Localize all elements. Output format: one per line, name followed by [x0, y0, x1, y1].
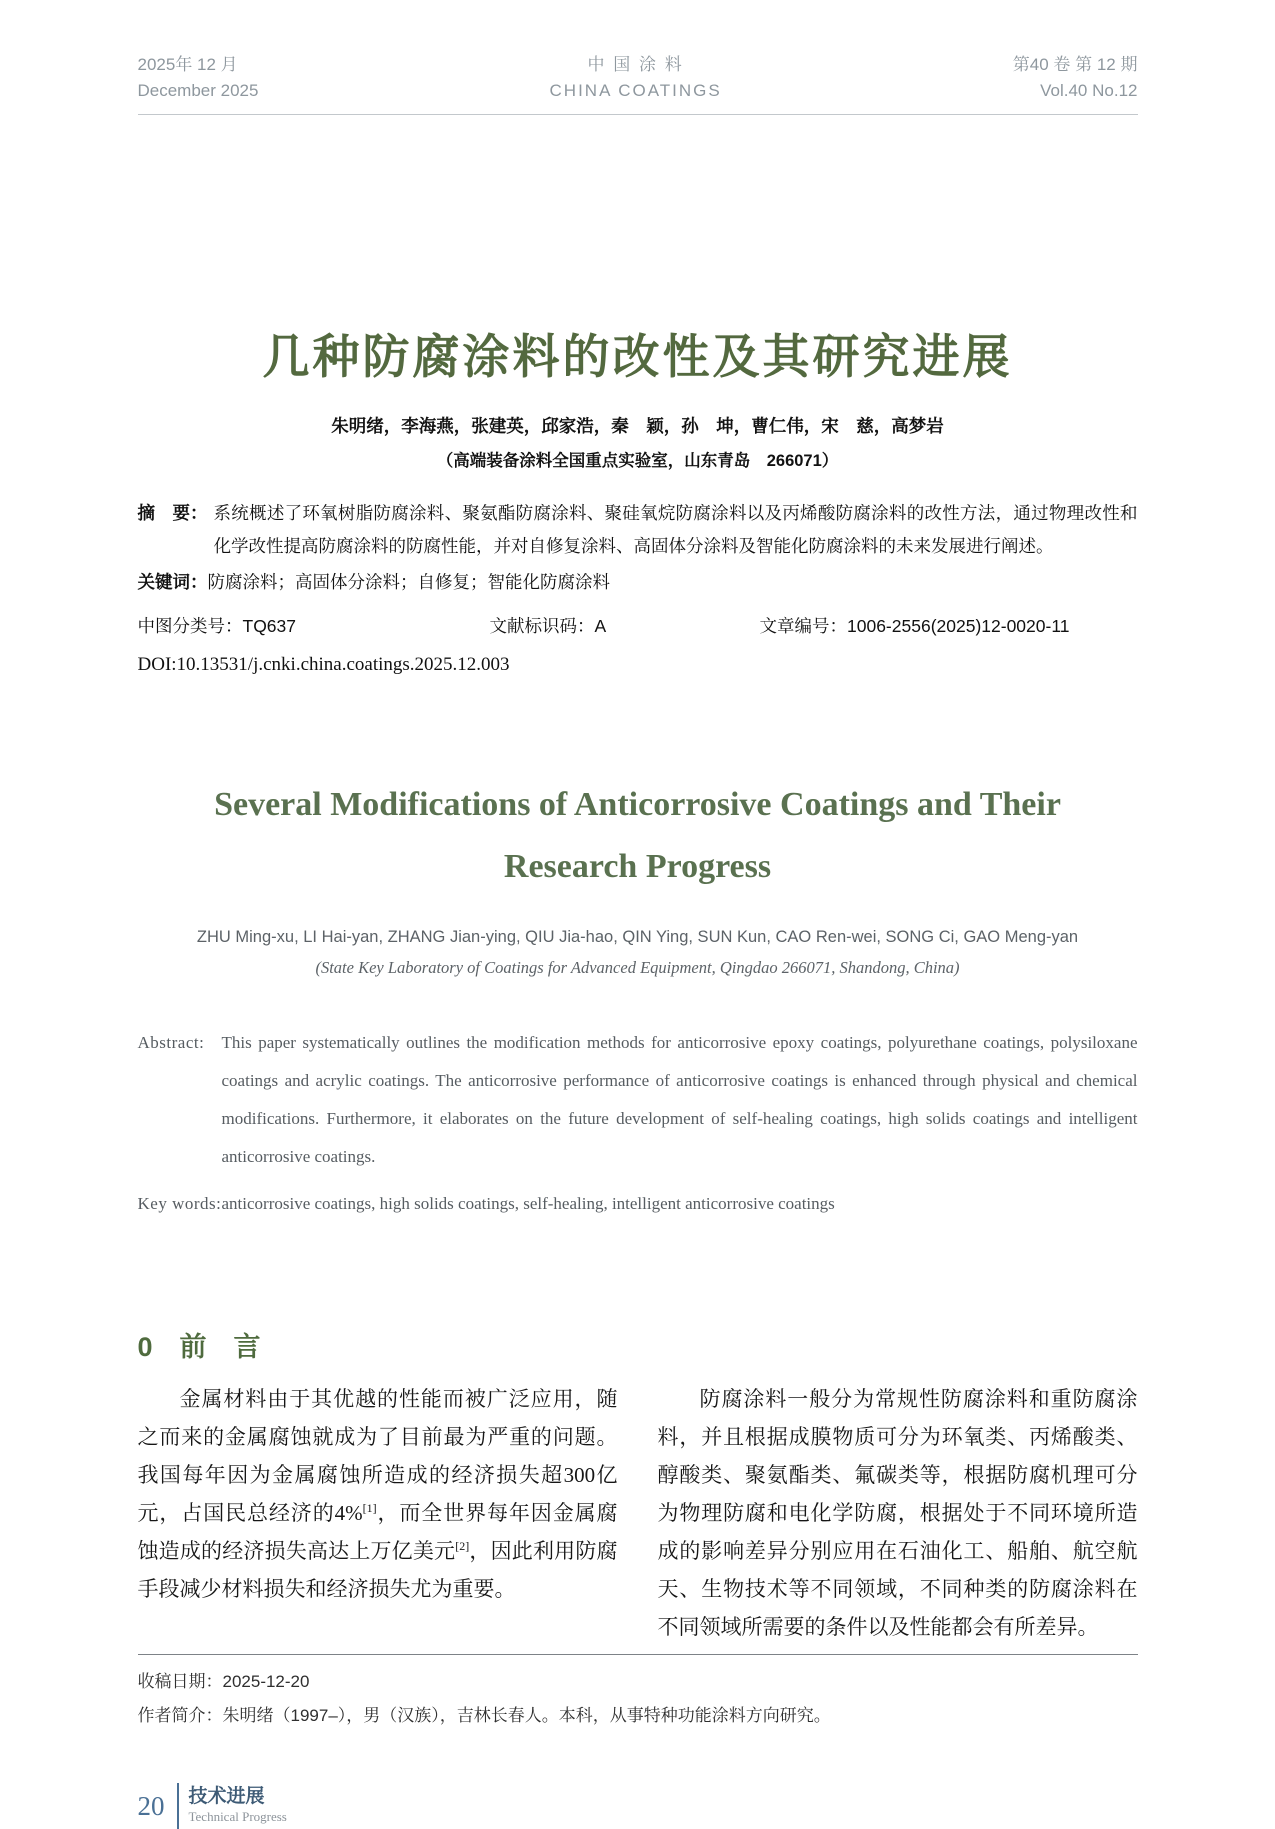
abstract-cn [138, 497, 1138, 563]
footer-column-name [179, 1786, 287, 1826]
author-bio: 作者简介：朱明绪（1997–），男（汉族），吉林长春人。本科，从事特种功能涂料方向研究。 [137, 1706, 831, 1725]
abstract-cn-label: 摘 要： [137, 503, 208, 523]
paper-page [138, 0, 1138, 1829]
abstract-en [138, 1024, 1138, 1176]
keywords-en-text: anticorrosive coatings, high solids coatings, self-healing, intelligent anticorrosive coatings [221, 1194, 835, 1213]
article-title-en [138, 774, 1138, 898]
keywords-en-label: Key words: [137, 1194, 222, 1213]
header-issue-en: Vol.40 No.12 [1040, 81, 1138, 100]
body-column-left [138, 1380, 618, 1646]
keywords-cn-label: 关键词： [137, 572, 208, 592]
intro-paragraph-left [138, 1380, 618, 1608]
citation-ref-2: [2] [455, 1539, 470, 1553]
article-title-cn: 几种防腐涂料的改性及其研究进展 [262, 330, 1013, 383]
affiliation-en: (State Key Laboratory of Coatings for Advanced Equipment, Qingdao 266071, Shandong, China) [315, 958, 960, 977]
received-date: 收稿日期：2025-12-20 [137, 1672, 310, 1691]
header-journal-en: CHINA COATINGS [549, 81, 722, 100]
journal-header [138, 52, 1138, 115]
section-heading-intro: 0 前 言 [137, 1332, 261, 1362]
article-title-en-line1: Several Modifications of Anticorrosive Coatings and Their [214, 786, 1061, 823]
keywords-cn [138, 566, 1138, 599]
footer-column-cn: 技术进展 [188, 1786, 265, 1807]
footer-column-en: Technical Progress [188, 1809, 287, 1824]
page-footer [138, 1783, 1138, 1829]
keywords-cn-text: 防腐涂料；高固体分涂料；自修复；智能化防腐涂料 [207, 572, 610, 592]
doi: DOI:10.13531/j.cnki.china.coatings.2025.12.003 [137, 654, 510, 675]
header-journal-cn: 中 国 涂 料 [587, 55, 684, 74]
header-date-en: December 2025 [137, 81, 259, 100]
authors-cn: 朱明绪，李海燕，张建英，邱家浩，秦 颖，孙 坤，曹仁伟，宋 慈，高梦岩 [331, 416, 944, 436]
intro-paragraph-right: 防腐涂料一般分为常规性防腐涂料和重防腐涂料，并且根据成膜物质可分为环氧类、丙烯酸类、醇酸类、聚氨酯类、氟碳类等，根据防腐机理可分为物理防腐和电化学防腐，根据处于不同环境所造成的影响差异分别应用在石油化工、船舶、航空航天、生物技术等不同领域，不同种类的防腐涂料在不同领域所需要的条件以及性能都会有所差异。 [657, 1387, 1138, 1639]
header-issue [1013, 52, 1138, 104]
intro-left-part3: ，因此利用防腐手段减少材料损失和经济损失尤为重要。 [137, 1539, 618, 1601]
article-title-en-line2: Research Progress [503, 848, 772, 885]
keywords-en [138, 1185, 1138, 1223]
body-column-right [658, 1380, 1138, 1646]
header-date [138, 52, 259, 104]
abstract-en-label: Abstract: [137, 1033, 205, 1052]
meta-doc-code: 文献标识码：A [489, 616, 607, 636]
abstract-cn-text: 系统概述了环氧树脂防腐涂料、聚氨酯防腐涂料、聚硅氧烷防腐涂料以及丙烯酸防腐涂料的改性方法，通过物理改性和化学改性提高防腐涂料的防腐性能，并对自修复涂料、高固体分涂料及智能化防腐涂料的未来发展进行阐述。 [213, 503, 1138, 556]
body-columns [138, 1380, 1138, 1646]
page-number: 20 [137, 1790, 165, 1821]
affiliation-cn: （高端装备涂料全国重点实验室，山东青岛 266071） [436, 452, 839, 470]
meta-row [138, 613, 1138, 638]
abstract-en-text: This paper systematically outlines the modification methods for anticorrosive epoxy coatings, polyurethane coatings, polysiloxane coatings and acrylic coatings. The anticorrosive performance of anticorrosive coatings is enhanced through physical and chemical modifications. Furthermore, it elaborates on the future development of self-healing coatings, high solids coatings and intelligent anticorrosive coatings. [221, 1033, 1138, 1166]
footnote-block [138, 1654, 1138, 1731]
header-issue-cn: 第40 卷 第 12 期 [1012, 55, 1138, 74]
meta-clc: 中图分类号：TQ637 [137, 616, 296, 636]
authors-en: ZHU Ming-xu, LI Hai-yan, ZHANG Jian-ying, QIU Jia-hao, QIN Ying, SUN Kun, CAO Ren-wei, SONG Ci, GAO Meng-yan [196, 928, 1079, 946]
intro-left-part2: ，而全世界每年因金属腐蚀造成的经济损失高达上万亿美元 [137, 1501, 618, 1563]
header-journal [550, 52, 722, 104]
meta-article-id: 文章编号：1006-2556(2025)12-0020-11 [759, 616, 1070, 636]
header-date-cn: 2025年 12 月 [137, 55, 238, 74]
citation-ref-1: [1] [362, 1501, 377, 1515]
intro-left-part1: 金属材料由于其优越的性能而被广泛应用，随之而来的金属腐蚀就成为了目前最为严重的问题。我国每年因为金属腐蚀所造成的经济损失超300亿元，占国民总经济的4% [137, 1387, 618, 1525]
